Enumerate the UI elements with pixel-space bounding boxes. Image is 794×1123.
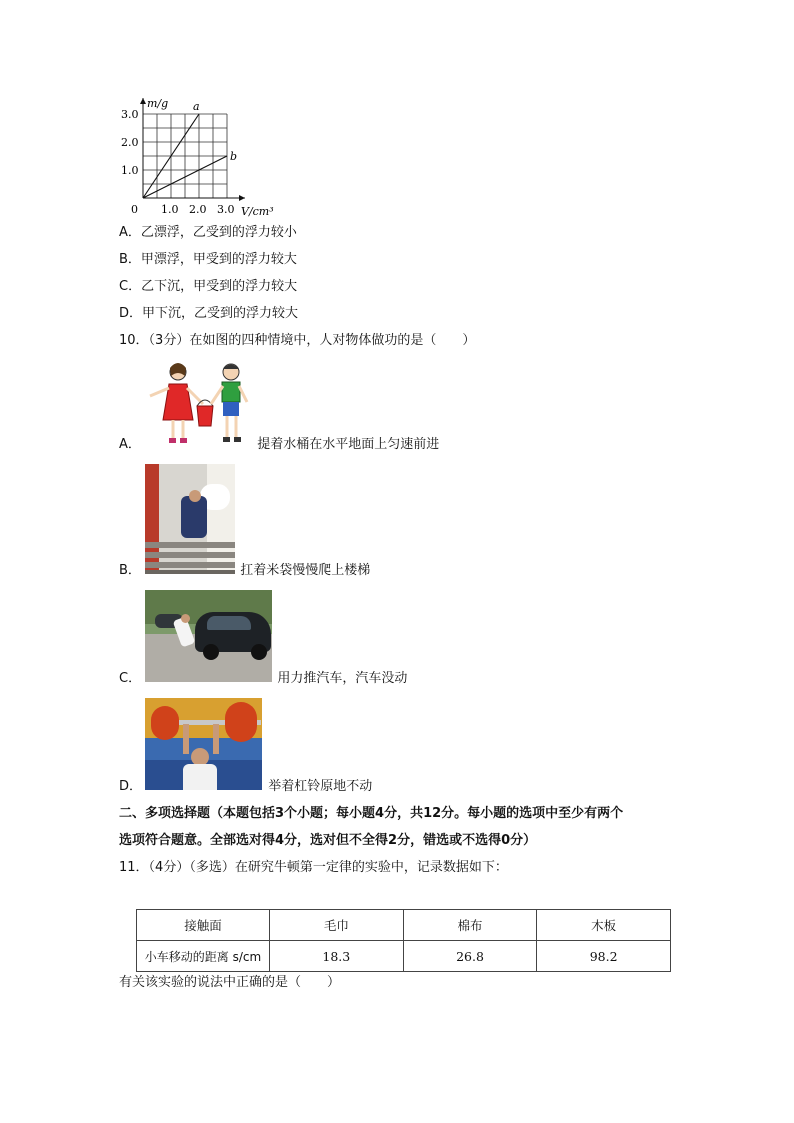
option-d-image: [145, 698, 262, 790]
q10-option-c-text: 用力推汽车，汽车没动: [277, 671, 408, 686]
origin-label: 0: [131, 203, 138, 216]
q10-option-a-letter: A．: [119, 437, 141, 452]
option-c-image: [145, 590, 272, 682]
y-tick-3: 3.0: [121, 108, 139, 121]
x-tick-3: 3.0: [217, 203, 235, 216]
table-cell: 18.3: [270, 941, 404, 972]
table-header-row: [137, 910, 671, 941]
option-a-image: [145, 358, 250, 448]
mass-volume-graph: [115, 95, 285, 220]
table-cell: 小车移动的距离 s/cm: [137, 941, 270, 972]
q11-question: 有关该实验的说法中正确的是（ ）: [119, 975, 341, 990]
y-axis-arrow: [140, 98, 146, 104]
table-cell: 26.8: [403, 941, 537, 972]
q10-option-b: [119, 562, 370, 580]
q11-data-table: [136, 909, 671, 972]
line-b-label: b: [230, 150, 238, 163]
q10-option-d: [119, 778, 372, 796]
table-cell: 98.2: [537, 941, 671, 972]
q10-option-d-text: 举着杠铃原地不动: [268, 779, 373, 794]
x-tick-1: 1.0: [161, 203, 179, 216]
graph-grid: [143, 114, 227, 198]
q9-option-b: B．甲漂浮，甲受到的浮力较大: [119, 252, 297, 267]
y-axis-label: m/g: [147, 97, 169, 110]
section-2-heading-line-2: 选项符合题意。全部选对得4分，选对但不全得2分，错选或不选得0分）: [119, 833, 537, 848]
table-header-cell: 接触面: [137, 910, 270, 941]
q9-option-c: C．乙下沉，甲受到的浮力较大: [119, 279, 298, 294]
q10-stem: 10．（3分）在如图的四种情境中，人对物体做功的是（ ）: [119, 333, 476, 348]
q10-option-d-letter: D．: [119, 779, 143, 794]
q10-option-c: [119, 670, 407, 688]
line-a-label: a: [193, 100, 200, 113]
table-row: [137, 941, 671, 972]
section-2-heading-line-1: 二、多项选择题（本题包括3个小题；每小题4分，共12分。每小题的选项中至少有两个: [119, 806, 624, 821]
x-axis-arrow: [239, 195, 245, 201]
q10-option-b-text: 扛着米袋慢慢爬上楼梯: [240, 563, 371, 578]
y-tick-1: 1.0: [121, 164, 139, 177]
table-header-cell: 棉布: [403, 910, 537, 941]
q10-option-a-text: 提着水桶在水平地面上匀速前进: [257, 437, 440, 452]
x-axis-label: V/cm³: [241, 205, 274, 218]
q10-option-b-letter: B．: [119, 563, 141, 578]
q10-option-c-letter: C．: [119, 671, 142, 686]
q11-stem: 11．（4分）（多选）在研究牛顿第一定律的实验中，记录数据如下：: [119, 860, 508, 875]
q9-option-d: D．甲下沉，乙受到的浮力较大: [119, 306, 299, 321]
q10-option-a: [119, 436, 439, 454]
y-tick-2: 2.0: [121, 136, 139, 149]
option-b-image: [145, 464, 235, 574]
table-header-cell: 毛巾: [270, 910, 404, 941]
table-header-cell: 木板: [537, 910, 671, 941]
q9-option-a: A．乙漂浮，乙受到的浮力较小: [119, 225, 297, 240]
x-tick-2: 2.0: [189, 203, 207, 216]
